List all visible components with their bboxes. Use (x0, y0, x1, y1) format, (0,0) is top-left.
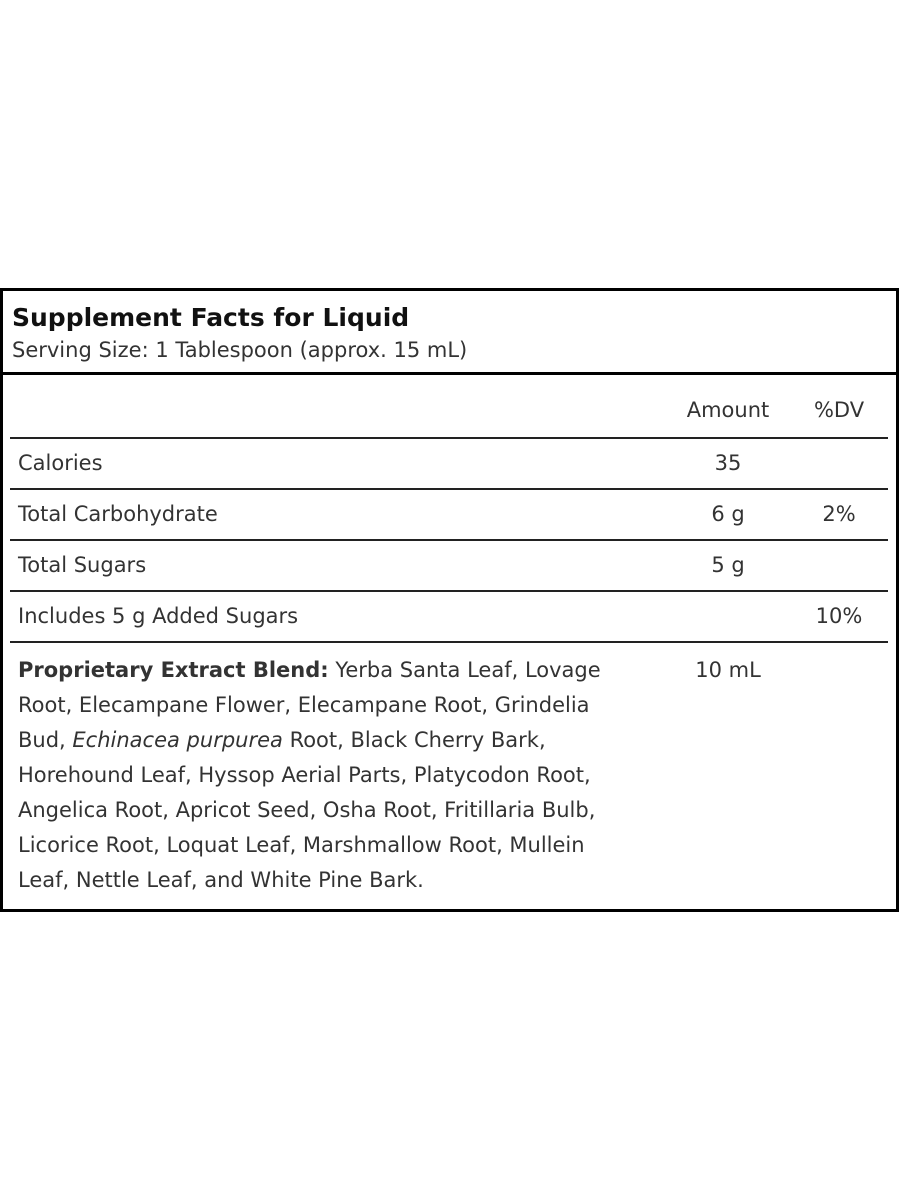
blend-ingredients-part-2: Root, Black Cherry Bark, Horehound Leaf, Hyssop Aerial Parts, Platycodon Root, Angelica Root, Apricot Seed, Osha Root, Fritillaria Bulb, Licorice Root, Loquat Leaf, Marshmallow Root, Mullein Leaf, Nettle Leaf, and White Pine Bark. (18, 728, 596, 892)
blend-amount: 10 mL (695, 658, 761, 682)
table-row-total-carbohydrate (10, 490, 888, 541)
blend-ingredients (18, 653, 638, 898)
table-header-row (10, 375, 888, 439)
serving-size: Serving Size: 1 Tablespoon (approx. 15 mL) (12, 338, 468, 362)
proprietary-blend-row (10, 643, 888, 898)
row-label: Includes 5 g Added Sugars (18, 604, 299, 628)
facts-title: Supplement Facts for Liquid (12, 303, 410, 332)
row-label: Calories (18, 451, 103, 475)
table-row-added-sugars (10, 592, 888, 643)
row-amount: 6 g (711, 502, 745, 526)
amount-column-header: Amount (686, 398, 770, 422)
row-label: Total Sugars (18, 553, 147, 577)
facts-header (3, 291, 896, 375)
row-dv: 2% (822, 502, 856, 526)
table-row-total-sugars (10, 541, 888, 592)
blend-ingredients-italic: Echinacea purpurea (72, 728, 283, 752)
table-row-calories (10, 439, 888, 490)
blend-ingredients-part-1: Yerba Santa Leaf, Lovage Root, Elecampane Flower, Elecampane Root, Grindelia Bud, (18, 658, 601, 752)
row-amount: 35 (714, 451, 742, 475)
row-label: Total Carbohydrate (18, 502, 218, 526)
row-amount: 5 g (711, 553, 745, 577)
facts-table (10, 375, 888, 898)
supplement-facts-panel (0, 288, 899, 912)
blend-label: Proprietary Extract Blend: (18, 658, 329, 682)
dv-column-header: %DV (813, 398, 865, 422)
row-dv: 10% (815, 604, 863, 628)
